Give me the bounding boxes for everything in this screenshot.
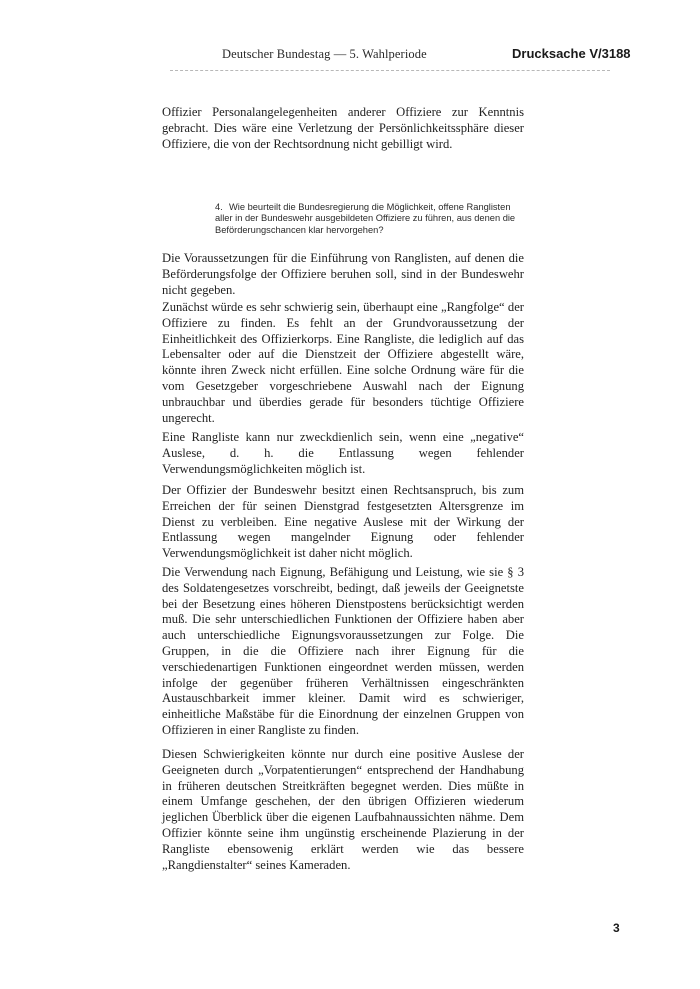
paragraph: Der Offizier der Bundeswehr besitzt einen Rechtsanspruch, bis zum Erreichen der für seinen Dienstgrad festgesetzten Altersgrenze im Dienst zu verbleiben. Eine negative Auslese mit der Wirkung der Entlassung wegen mangelnder Eignung oder fehlender Verwendungsmöglichkeit ist daher nicht möglich. <box>162 483 524 561</box>
paragraph: Zunächst würde es sehr schwierig sein, überhaupt eine „Rangfolge“ der Offiziere zu finden. Es fehlt an der Grundvoraussetzung der Einheitlichkeit des Offizierkorps. Eine Rangliste, die lediglich auf das Lebensalter oder auf die Dienstzeit der Offiziere abgestellt wäre, könnte ihren Zweck nicht erfüllen. Eine solche Ordnung wäre für die vom Gesetzgeber vorgeschriebene Auswahl nach der Eignung unbrauchbar und überdies gerade für besonders tüchtige Offiziere ungerecht. <box>162 300 524 425</box>
answer-paragraph-2 <box>162 300 524 426</box>
document-number: Drucksache V/3188 <box>512 46 631 61</box>
answer-paragraph-3 <box>162 430 524 477</box>
question-text: Wie beurteilt die Bundesregierung die Möglichkeit, offene Ranglisten aller in der Bundeswehr ausgebildeten Offiziere zu führen, aus denen die Beförderungschancen klar hervorgehen? <box>215 202 516 235</box>
paragraph: Diesen Schwierigkeiten könnte nur durch eine positive Auslese der Geeigneten durch „Vorpatentierungen“ entsprechend der Handhabung in früheren deutschen Streitkräften begegnet werden. Dies müßte in einem Umfange geschehen, der den übrigen Offizieren wiederum jeglichen Überblick über die eigenen Laufbahnaussichten nähme. Dem Offizier könnte seine ihm ungünstig erscheinende Plazierung in der Rangliste ebensowenig erklärt werden wie das bessere „Rangdienstalter“ seines Kameraden. <box>162 747 524 872</box>
answer-paragraph-4 <box>162 483 524 562</box>
answer-paragraph-6 <box>162 747 524 873</box>
header-divider <box>170 70 610 71</box>
answer-paragraph-1 <box>162 251 524 298</box>
page-number: 3 <box>613 921 620 935</box>
answer-paragraph-5 <box>162 565 524 739</box>
header-title: Deutscher Bundestag — 5. Wahlperiode <box>222 47 427 61</box>
paragraph: Eine Rangliste kann nur zweckdienlich sein, wenn eine „negative“ Auslese, d. h. die Entlassung wegen fehlender Verwendungsmöglichkeiten möglich ist. <box>162 430 524 476</box>
paragraph: Offizier Personalangelegenheiten anderer Offiziere zur Kenntnis gebracht. Dies wäre eine Verletzung der Persönlichkeitssphäre dieser Offiziere, die von der Rechtsordnung nicht gebilligt wird. <box>162 105 524 151</box>
paragraph-continuation <box>162 105 524 152</box>
question-block <box>215 202 527 236</box>
question-number: 4. <box>215 202 223 212</box>
paragraph: Die Verwendung nach Eignung, Befähigung und Leistung, wie sie § 3 des Soldatengesetzes vorschreibt, bedingt, daß jeweils der Geeignetste bei der Besetzung eines höheren Dienstpostens berücksichtigt werden muß. Die sehr unterschiedlichen Funktionen der Offiziere haben aber auch unterschiedliche Eignungsvoraussetzungen zur Folge. Die Gruppen, in die die Offiziere nach ihrer Eignung für die verschiedenartigen Funktionen eingeordnet werden müssen, werden infolge der gegenüber früheren Verhältnissen eingeschränkten Austauschbarkeit immer kleiner. Damit wird es schwieriger, einheitliche Maßstäbe für die Einordnung der einzelnen Gruppen von Offizieren in einer Rangliste zu finden. <box>162 565 524 737</box>
paragraph: Die Voraussetzungen für die Einführung von Ranglisten, auf denen die Beförderungsfolge der Offiziere beruhen soll, sind in der Bundeswehr nicht gegeben. <box>162 251 524 297</box>
